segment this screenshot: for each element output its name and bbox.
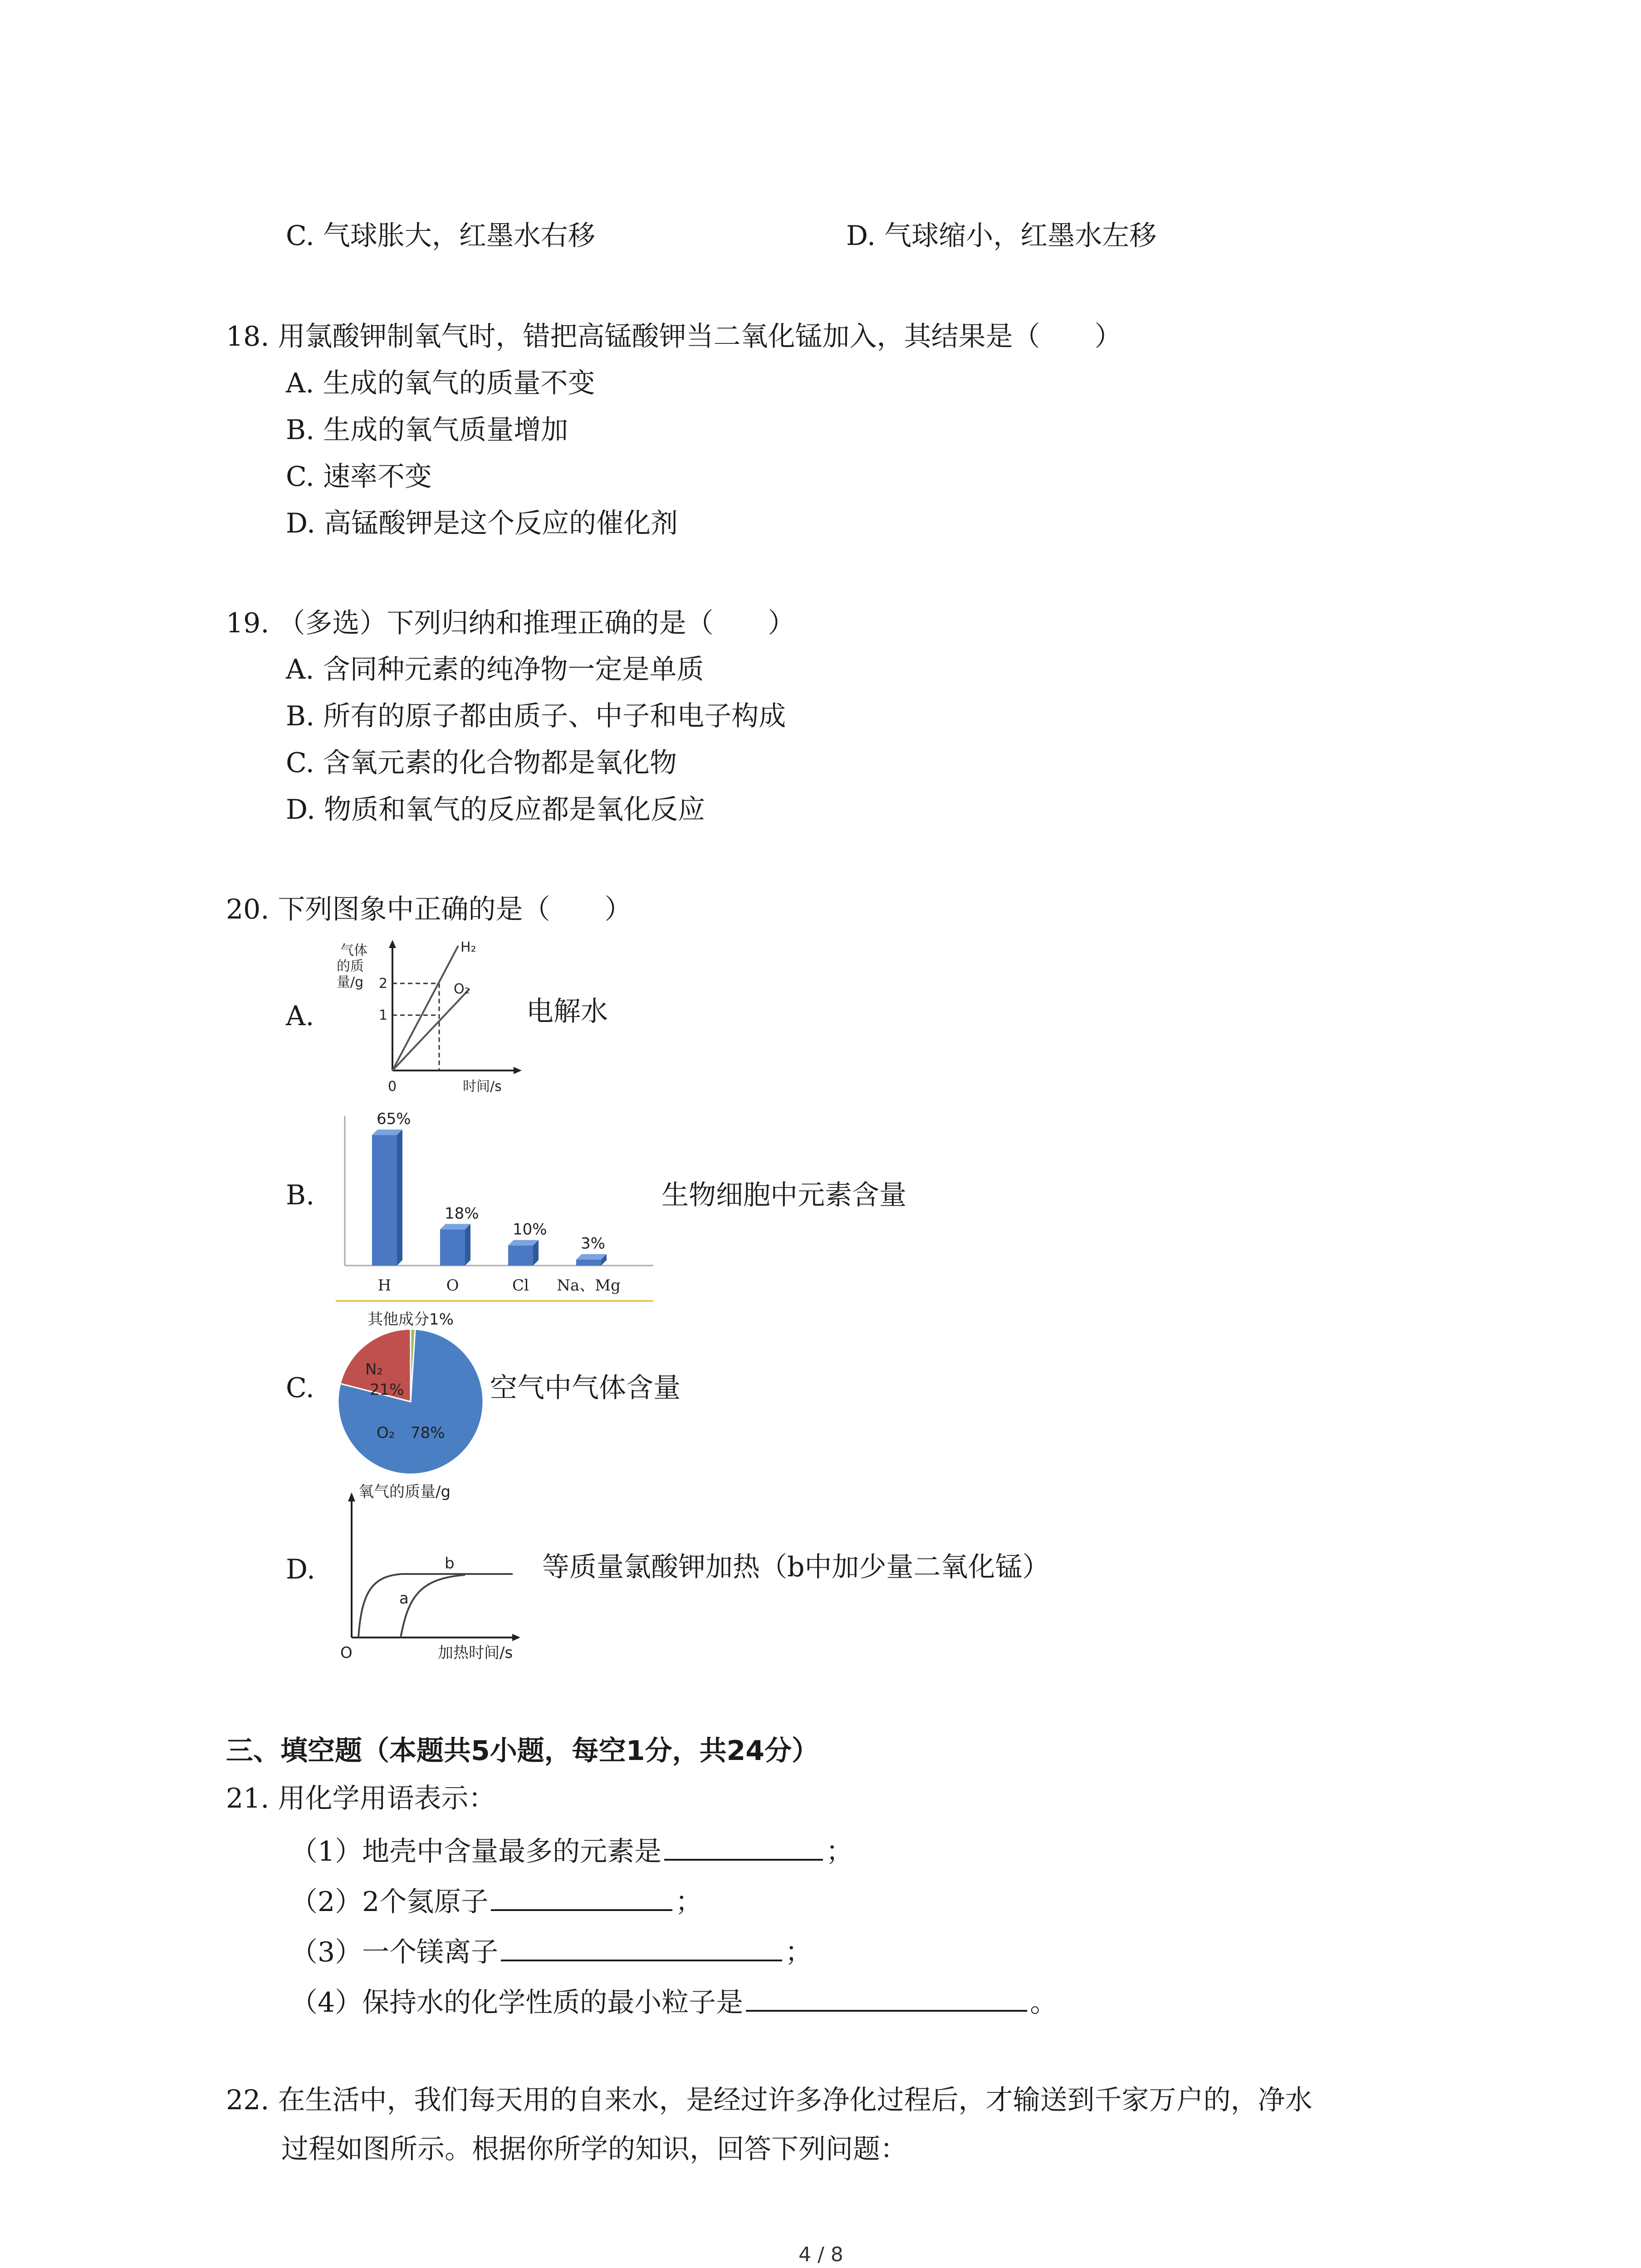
- bar-category-label: O: [446, 1276, 459, 1295]
- chart-a-ylabel-2: 的质: [337, 958, 364, 974]
- q20-option-a-caption: 电解水: [526, 996, 608, 1027]
- chart-a-series-h2: H₂: [460, 939, 476, 955]
- q20-option-c-caption: 空气中气体含量: [490, 1372, 681, 1404]
- q21-blank-1[interactable]: [664, 1835, 823, 1861]
- chart-d-origin: O: [340, 1644, 353, 1662]
- q19-stem: 19. （多选）下列归纳和推理正确的是（ ）: [226, 607, 795, 639]
- chart-b-bars: [372, 1129, 607, 1266]
- chart-c-outside-label: 其他成分1%: [367, 1310, 454, 1329]
- chart-a-tick-2: 2: [379, 976, 388, 992]
- q20-option-d-label: D.: [286, 1554, 316, 1585]
- chart-a-tick-1: 1: [379, 1007, 388, 1023]
- chart-a-line-o2: [392, 989, 470, 1070]
- bar-H: [372, 1135, 397, 1266]
- q21-stem: 21. 用化学用语表示：: [226, 1783, 496, 1814]
- bar-value-label: 3%: [581, 1234, 605, 1253]
- bar-Cl: [508, 1246, 533, 1266]
- chart-a-ylabel-1: 气体: [340, 943, 367, 958]
- q21-item-3-end: ；: [785, 1936, 813, 1968]
- q18-stem: 18. 用氯酸钾制氧气时，错把高锰酸钾当二氧化锰加入，其结果是（ ）: [226, 321, 1122, 352]
- chart-d-series-a: a: [399, 1589, 409, 1608]
- q21-item-2-text: （2）2个氦原子: [290, 1886, 489, 1918]
- bar-side-O: [465, 1224, 470, 1266]
- q19-option-c: C. 含氧元素的化合物都是氧化物: [286, 747, 677, 779]
- chart-c-slices: [338, 1329, 483, 1474]
- chart-c-n2-value: 21%: [370, 1381, 404, 1399]
- q20-stem: 20. 下列图象中正确的是（ ）: [226, 894, 632, 925]
- chart-a-origin: 0: [388, 1079, 397, 1095]
- q20-option-c-label: C.: [286, 1372, 314, 1404]
- bar-Na、Mg: [576, 1260, 601, 1266]
- chart-a-xlabel: 时间/s: [463, 1079, 502, 1095]
- q21-item-1-end: ；: [826, 1836, 853, 1867]
- q17-option-d: D. 气球缩小，红墨水左移: [846, 220, 1157, 252]
- q21-item-2: [290, 1886, 702, 1916]
- chart-d-xlabel: 加热时间/s: [438, 1644, 513, 1662]
- q19-option-a: A. 含同种元素的纯净物一定是单质: [286, 654, 704, 685]
- q19-option-b: B. 所有的原子都由质子、中子和电子构成: [286, 700, 786, 732]
- q21-item-4-text: （4）保持水的化学性质的最小粒子是: [290, 1987, 744, 2019]
- q21-item-3: [290, 1936, 812, 1966]
- chart-b-category-labels: [378, 1276, 621, 1295]
- q20-option-a-label: A.: [286, 1000, 314, 1032]
- oxygen-heating-chart: [333, 1479, 538, 1674]
- chart-a-ylabel-3: 量/g: [337, 974, 364, 990]
- chart-c-o2-value: 78%: [411, 1424, 445, 1442]
- q21-item-1-text: （1）地壳中含量最多的元素是: [290, 1836, 662, 1867]
- q22-line-2: 过程如图所示。根据你所学的知识，回答下列问题：: [281, 2133, 907, 2165]
- bar-category-label: H: [377, 1276, 392, 1295]
- q18-option-c: C. 速率不变: [286, 461, 432, 493]
- q17-option-c: C. 气球胀大，红墨水右移: [286, 220, 595, 252]
- bar-category-label: Cl: [512, 1276, 529, 1295]
- electrolysis-chart: [327, 934, 544, 1107]
- bar-O: [440, 1229, 465, 1266]
- chart-d-ylabel: 氧气的质量/g: [358, 1483, 451, 1501]
- q21-item-1: [290, 1835, 853, 1865]
- chart-a-series-o2: O₂: [454, 981, 470, 997]
- q21-item-3-text: （3）一个镁离子: [290, 1936, 499, 1968]
- section-3-heading: 三、填空题（本题共5小题，每空1分，共24分）: [226, 1735, 819, 1767]
- q21-item-4-end: 。: [1030, 1987, 1058, 2019]
- q21-item-4: [290, 1986, 1058, 2019]
- chart-d-curve-b: [358, 1574, 513, 1637]
- q18-option-d: D. 高锰酸钾是这个反应的催化剂: [286, 508, 678, 539]
- bar-value-label: 18%: [445, 1204, 479, 1223]
- q19-option-d: D. 物质和氧气的反应都是氧化反应: [286, 794, 705, 826]
- chart-c-o2-name: O₂: [377, 1424, 395, 1442]
- chart-c-n2-name: N₂: [365, 1360, 383, 1378]
- chart-d-x-arrow: [512, 1634, 520, 1641]
- chart-a-y-arrow: [389, 940, 396, 948]
- q18-option-a: A. 生成的氧气的质量不变: [286, 367, 595, 399]
- q21-blank-2[interactable]: [491, 1886, 672, 1911]
- bar-side-H: [397, 1129, 402, 1266]
- element-bar-chart: [336, 1098, 662, 1306]
- q20-option-d-caption: 等质量氯酸钾加热（b中加少量二氧化锰）: [542, 1551, 1050, 1583]
- chart-a-x-arrow: [514, 1067, 522, 1074]
- chart-a-line-h2: [392, 946, 458, 1070]
- q20-option-b-label: B.: [286, 1179, 315, 1211]
- bar-category-label: Na、Mg: [557, 1276, 621, 1295]
- q18-option-b: B. 生成的氧气质量增加: [286, 414, 568, 446]
- q21-blank-3[interactable]: [501, 1936, 782, 1961]
- q22-line-1: 22. 在生活中，我们每天用的自来水，是经过许多净化过程后，才输送到千家万户的，净水: [226, 2084, 1313, 2116]
- q20-option-b-caption: 生物细胞中元素含量: [661, 1179, 906, 1211]
- page-number: 4 / 8: [798, 2243, 843, 2266]
- q21-blank-4[interactable]: [746, 1986, 1027, 2012]
- chart-d-series-b: b: [445, 1554, 455, 1573]
- bar-value-label: 65%: [377, 1110, 411, 1129]
- chart-b-data-labels: [377, 1110, 605, 1253]
- chart-d-curve-a: [401, 1575, 465, 1637]
- bar-value-label: 10%: [513, 1220, 547, 1239]
- q21-item-2-end: ；: [675, 1886, 703, 1918]
- chart-d-y-arrow: [348, 1492, 355, 1501]
